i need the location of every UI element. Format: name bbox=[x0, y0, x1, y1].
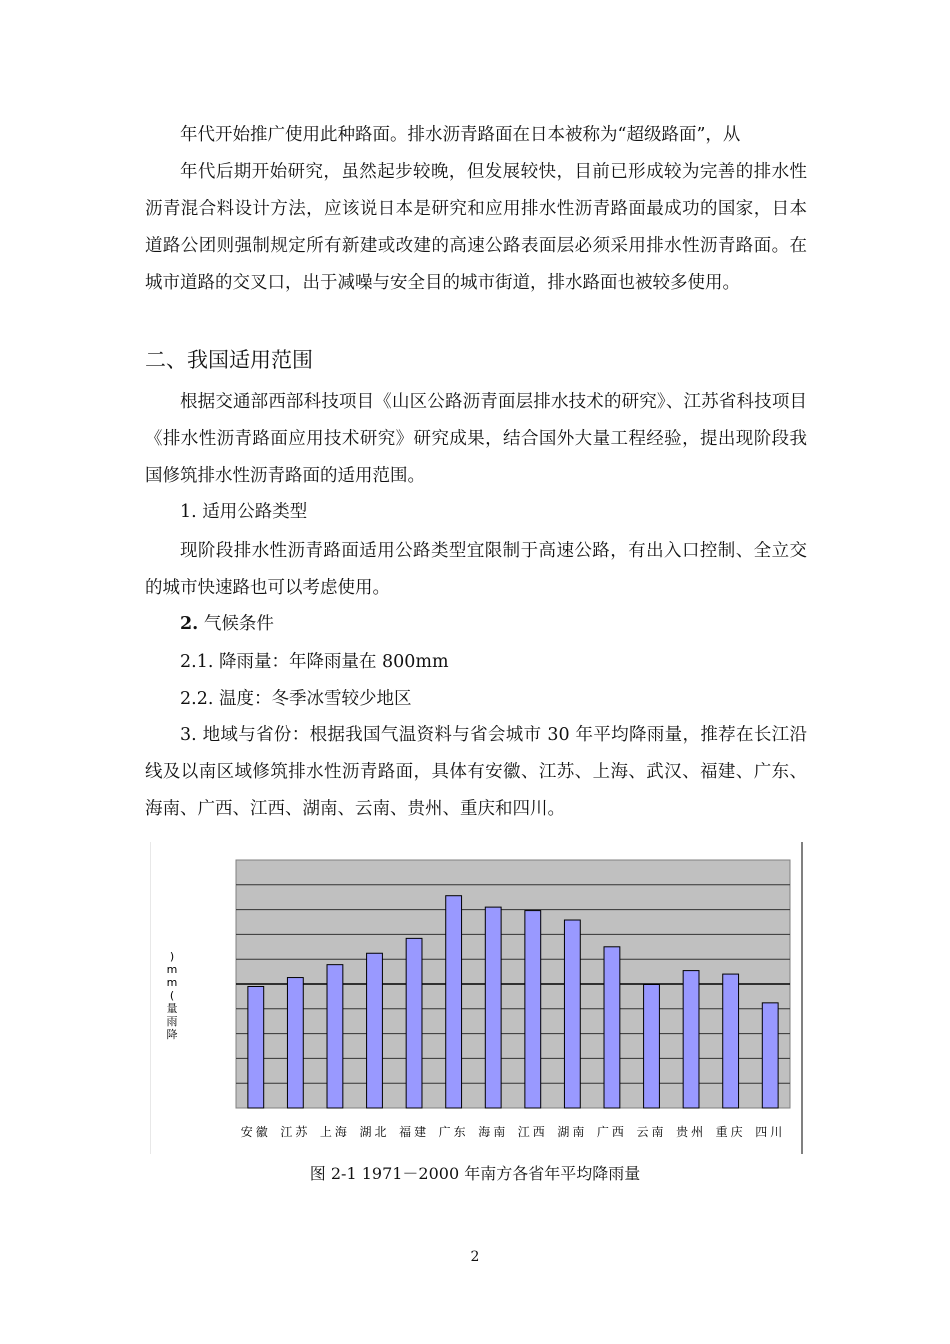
chart-bar bbox=[564, 920, 580, 1108]
paragraph-3: 根据交通部西部科技项目《山区公路沥青面层排水技术的研究》、江苏省科技项目《排水性沥青路面应用技术研究》研究成果，结合国外大量工程经验，提出现阶段我国修筑排水性沥青路面的适用范围。 bbox=[145, 392, 807, 486]
chart-x-tick-label: 四川 bbox=[755, 1125, 786, 1139]
chart-bar bbox=[248, 986, 264, 1108]
chart-bar bbox=[287, 978, 303, 1108]
paragraph-5: 3. 地域与省份：根据我国气温资料与省会城市 30 年平均降雨量，推荐在长江沿线及以南区域修筑排水性沥青路面，具体有安徽、江苏、上海、武汉、福建、广东、海南、广西、江西、湖南、云南、贵州、重庆和四川。 bbox=[145, 725, 807, 819]
chart-y-axis-label-char: 量 bbox=[166, 1002, 178, 1015]
chart-bar bbox=[604, 947, 620, 1108]
chart-x-tick-label: 湖北 bbox=[359, 1125, 390, 1139]
chart-x-tick-label: 云南 bbox=[636, 1125, 667, 1139]
chart-bar bbox=[683, 971, 699, 1108]
subsection-2-title bbox=[180, 610, 274, 635]
chart-x-tick-label: 广西 bbox=[596, 1125, 627, 1139]
subsection-1-title: 1. 适用公路类型 bbox=[180, 502, 308, 522]
paragraph-4: 现阶段排水性沥青路面适用公路类型宜限制于高速公路，有出入口控制、全立交的城市快速路也可以考虑使用。 bbox=[145, 541, 807, 598]
chart-x-tick-label: 海南 bbox=[478, 1125, 509, 1139]
chart-y-axis-label-char: 降 bbox=[166, 1028, 178, 1041]
chart-y-axis-label-char: m bbox=[166, 963, 178, 976]
chart-bar bbox=[723, 974, 739, 1108]
chart-y-axis-label-char: m bbox=[166, 976, 178, 989]
chart-bar bbox=[446, 896, 462, 1108]
chart-bar bbox=[644, 984, 660, 1108]
chart-y-axis-label-char: 雨 bbox=[166, 1015, 178, 1028]
chart-bar bbox=[367, 953, 383, 1108]
chart-x-tick-label: 江苏 bbox=[280, 1125, 311, 1139]
subsection-2-1: 2.1. 降雨量：年降雨量在 800mm bbox=[180, 652, 449, 672]
figure-caption: 图 2-1 1971－2000 年南方各省年平均降雨量 bbox=[309, 1164, 641, 1183]
chart-x-tick-label: 江西 bbox=[517, 1125, 548, 1139]
paragraph-2: 年代后期开始研究，虽然起步较晚，但发展较快，目前已形成较为完善的排水性沥青混合料设计方法，应该说日本是研究和应用排水性沥青路面最成功的国家，日本道路公团则强制规定所有新建或改建的高速公路表面层必须采用排水性沥青路面。在城市道路的交叉口，出于减噪与安全目的城市街道，排水路面也被较多使用。 bbox=[145, 162, 807, 293]
chart-y-axis-label-char: ( bbox=[169, 989, 175, 1002]
chart-bar bbox=[327, 965, 343, 1108]
rainfall-chart bbox=[150, 842, 804, 1154]
chart-x-tick-label: 湖南 bbox=[557, 1125, 588, 1139]
chart-x-tick-label: 福建 bbox=[399, 1125, 430, 1139]
chart-bar bbox=[762, 1003, 778, 1108]
chart-x-tick-label: 上海 bbox=[319, 1125, 350, 1139]
chart-bar bbox=[485, 907, 501, 1108]
subsection-2-2: 2.2. 温度：冬季冰雪较少地区 bbox=[180, 689, 412, 709]
page-number: 2 bbox=[470, 1249, 480, 1265]
chart-x-tick-label: 贵州 bbox=[676, 1125, 707, 1139]
rainfall-chart-svg bbox=[150, 842, 804, 1154]
chart-x-tick-label: 重庆 bbox=[715, 1125, 746, 1139]
chart-x-tick-label: 安徽 bbox=[240, 1125, 271, 1139]
chart-y-axis-label-char: ) bbox=[169, 950, 175, 963]
section-heading: 二、我国适用范围 bbox=[145, 348, 313, 372]
subsection-2-text: 气候条件 bbox=[198, 614, 274, 634]
chart-bar bbox=[406, 938, 422, 1108]
subsection-2-number: 2. bbox=[180, 614, 199, 634]
chart-bar bbox=[525, 911, 541, 1108]
chart-x-tick-label: 广东 bbox=[438, 1125, 469, 1139]
paragraph-1: 年代开始推广使用此种路面。排水沥青路面在日本被称为“超级路面”，从 bbox=[180, 125, 741, 145]
